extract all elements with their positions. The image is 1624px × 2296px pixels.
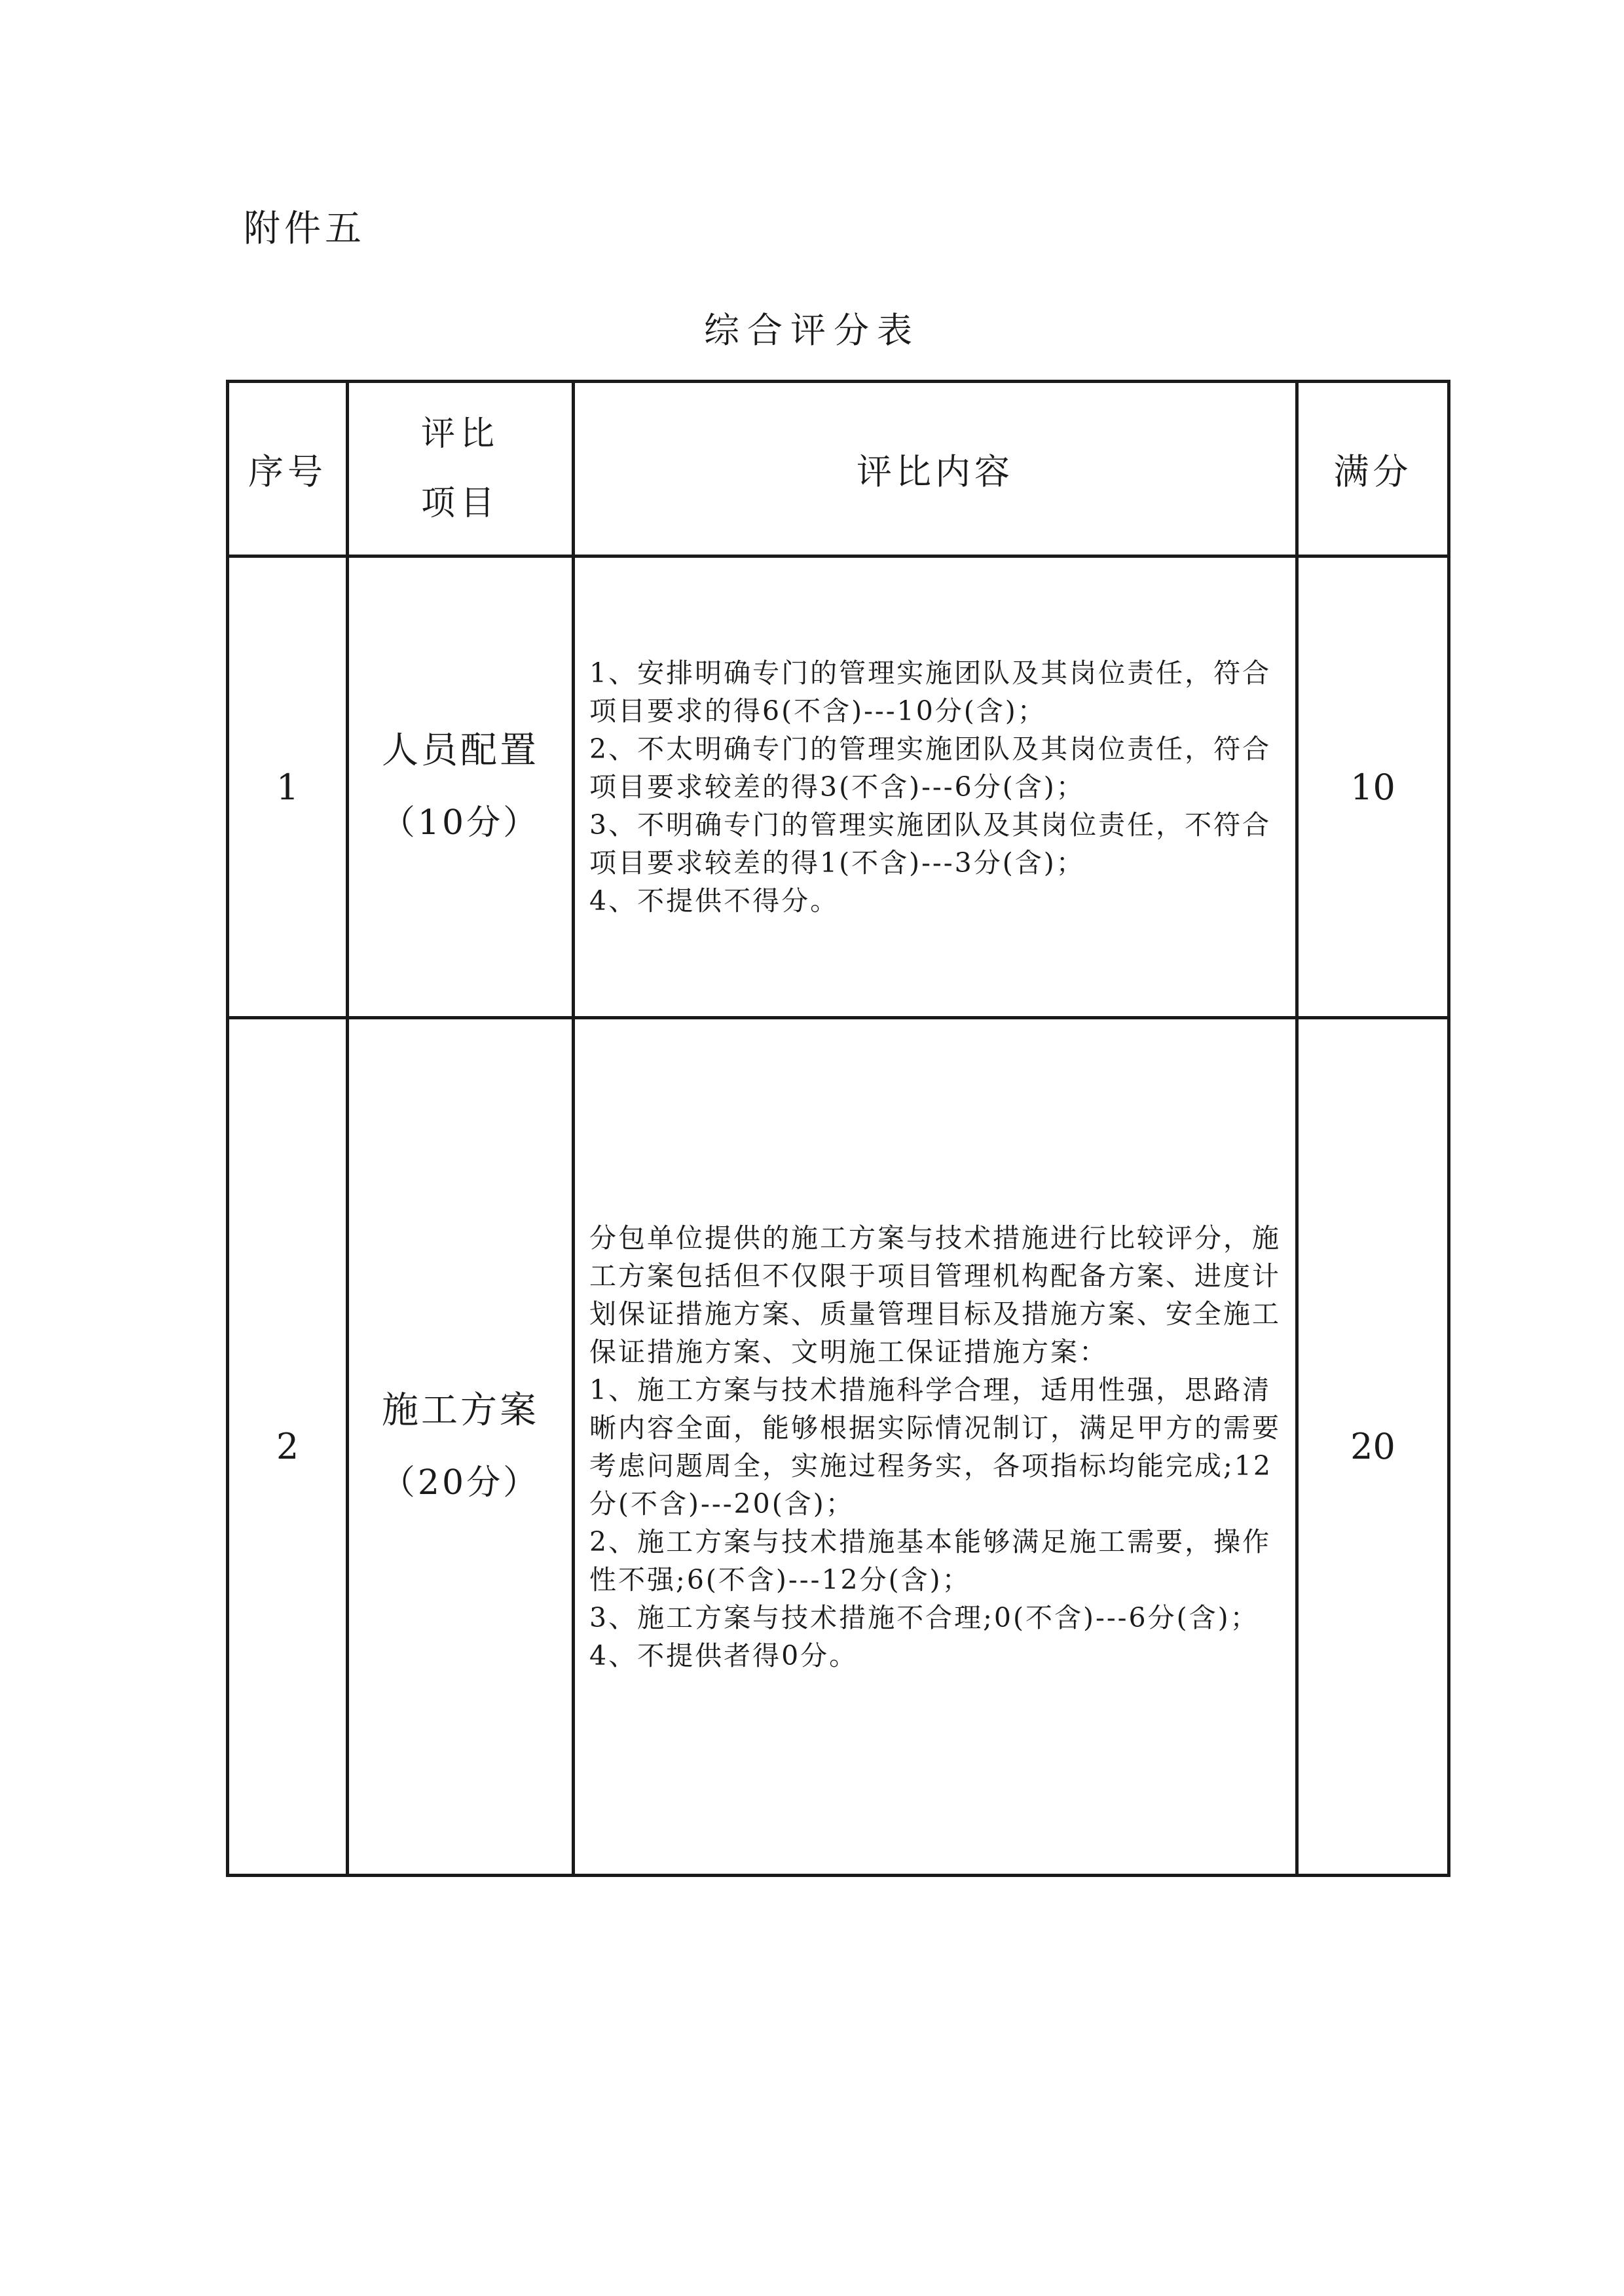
header-content: 评比内容 <box>574 382 1297 556</box>
table-row <box>228 1018 1449 1876</box>
row-item-points: （10分） <box>380 803 540 843</box>
content-line: 4、不提供不得分。 <box>589 885 840 917</box>
row-content <box>574 556 1297 1018</box>
row-score: 10 <box>1297 556 1449 1018</box>
content-line: 3、施工方案与技术措施不合理;0(不含)---6分(含)； <box>589 1601 1259 1633</box>
row-content <box>574 1018 1297 1876</box>
header-item <box>348 382 574 556</box>
header-item-line2: 项目 <box>420 484 500 523</box>
table-title: 综合评分表 <box>704 310 920 351</box>
row-item-name: 施工方案 <box>382 1389 539 1432</box>
scoring-table <box>226 380 1450 1877</box>
header-no: 序号 <box>228 382 348 556</box>
row-number: 2 <box>228 1018 348 1876</box>
row-score: 20 <box>1297 1018 1449 1876</box>
table-header-row <box>228 382 1449 556</box>
header-item-line1: 评比 <box>420 414 500 454</box>
content-line: 分包单位提供的施工方案与技术措施进行比较评分，施工方案包括但不仅限于项目管理机构配备方案、进度计划保证措施方案、质量管理目标及措施方案、安全施工保证措施方案、文明施工保证措施方案： <box>589 1222 1281 1368</box>
content-line: 2、施工方案与技术措施基本能够满足施工需要，操作性不强;6(不含)---12分(含)； <box>589 1525 1272 1595</box>
row-number: 1 <box>228 556 348 1018</box>
header-score: 满分 <box>1297 382 1449 556</box>
content-line: 1、施工方案与技术措施科学合理，适用性强，思路清晰内容全面，能够根据实际情况制订，满足甲方的需要考虑问题周全，实施过程务实，各项指标均能完成;12分(不含)---20(含)； <box>589 1374 1281 1520</box>
row-item <box>348 556 574 1018</box>
content-line: 3、不明确专门的管理实施团队及其岗位责任，不符合项目要求较差的得1(不含)---3分(含)； <box>589 809 1272 879</box>
attachment-label: 附件五 <box>244 208 365 250</box>
row-item-name: 人员配置 <box>382 729 539 772</box>
row-item <box>348 1018 574 1876</box>
content-line: 2、不太明确专门的管理实施团队及其岗位责任，符合项目要求较差的得3(不含)---6分(含)； <box>589 733 1272 803</box>
table-row <box>228 556 1449 1018</box>
content-line: 1、安排明确专门的管理实施团队及其岗位责任，符合项目要求的得6(不含)---10分(含)； <box>589 657 1272 727</box>
content-line: 4、不提供者得0分。 <box>589 1639 858 1671</box>
row-item-points: （20分） <box>380 1463 540 1503</box>
